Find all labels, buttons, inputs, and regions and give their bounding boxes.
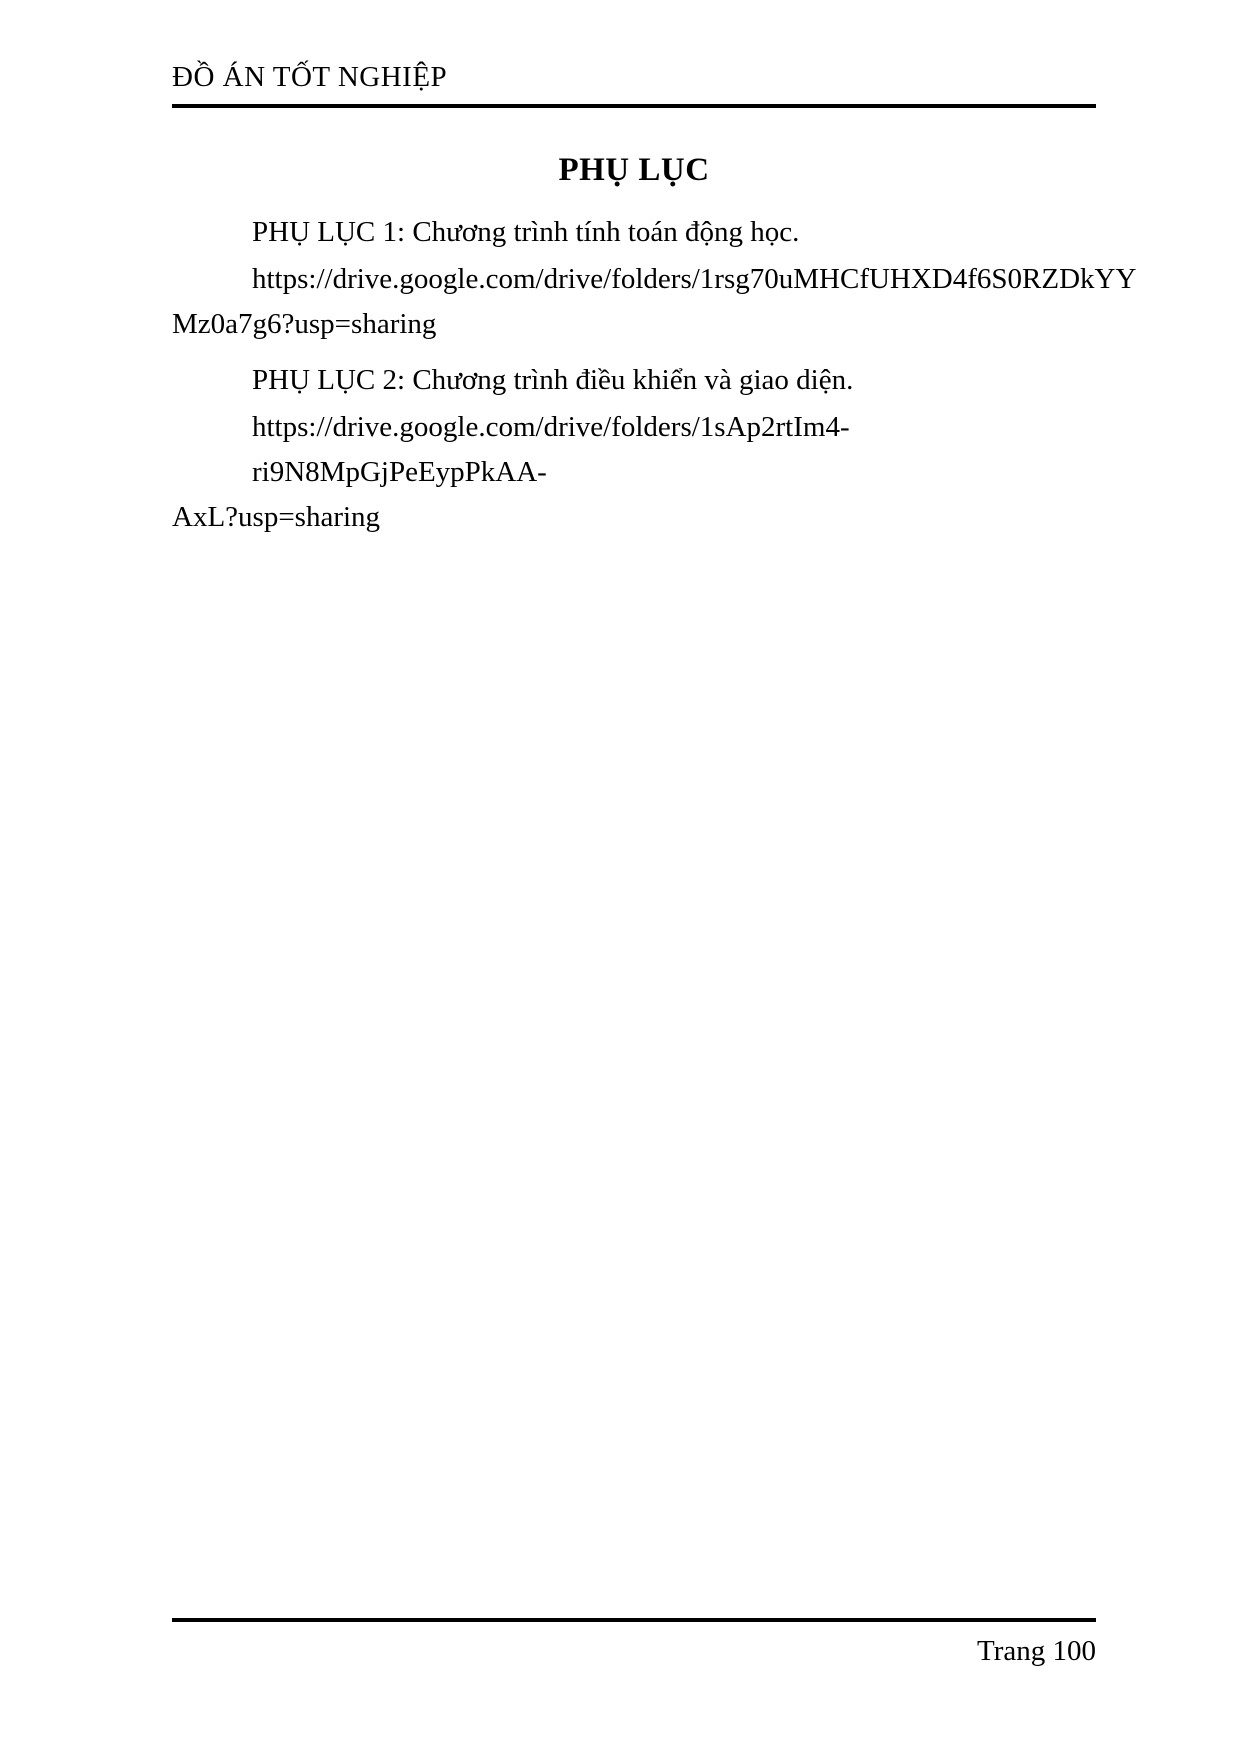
header-title: ĐỒ ÁN TỐT NGHIỆP (172, 61, 448, 93)
appendix-1-url-line-2: Mz0a7g6?usp=sharing (172, 308, 437, 340)
page-body (172, 150, 1137, 540)
page-content (172, 0, 1137, 540)
appendix-2-url (172, 405, 1096, 540)
page-number: Trang 100 (977, 1635, 1096, 1667)
appendix-1-url-line-1: https://drive.google.com/drive/folders/1rsg70uMHCfUHXD4f6S0RZDkYY (252, 263, 1137, 295)
appendix-2-url-line-1: https://drive.google.com/drive/folders/1sAp2rtIm4-ri9N8MpGjPeEypPkAA- (252, 411, 850, 488)
footer-rule (172, 1618, 1096, 1622)
appendix-1-caption: PHỤ LỤC 1: Chương trình tính toán động học. (252, 216, 800, 248)
page-header (172, 60, 1096, 108)
appendix-2-url-line-2: AxL?usp=sharing (172, 501, 381, 533)
header-rule (172, 104, 1096, 108)
appendix-1-url (172, 257, 1137, 347)
appendix-2-caption: PHỤ LỤC 2: Chương trình điều khiển và giao diện. (252, 364, 854, 396)
document-title: PHỤ LỤC (558, 152, 710, 188)
